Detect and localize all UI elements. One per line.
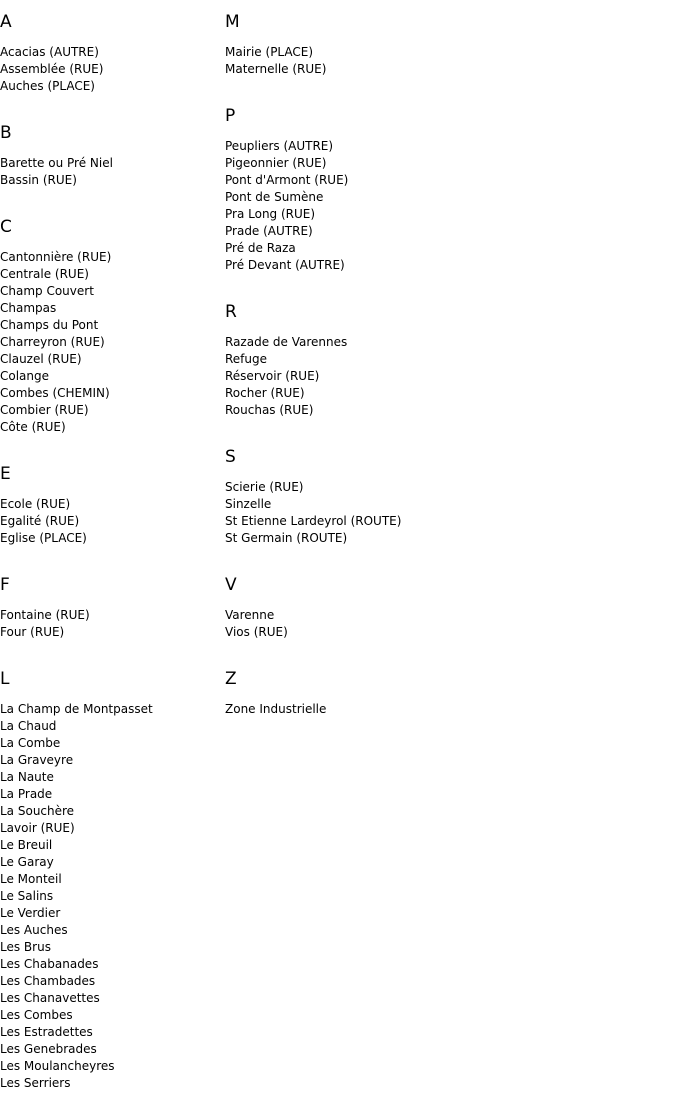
street-link-les-serriers[interactable]: Les Serriers [0, 1076, 71, 1090]
letter-section-p [225, 104, 665, 274]
street-link-la-graveyre[interactable]: La Graveyre [0, 753, 74, 767]
street-link-les-chambades[interactable]: Les Chambades [0, 974, 96, 988]
street-list [0, 249, 220, 436]
street-link-la-chaud[interactable]: La Chaud [0, 719, 57, 733]
street-index-right-column [225, 10, 665, 744]
street-list [0, 155, 220, 189]
street-link-les-combes[interactable]: Les Combes [0, 1008, 73, 1022]
letter-heading: Z [225, 669, 237, 689]
street-link-lavoir-rue[interactable]: Lavoir (RUE) [0, 821, 75, 835]
street-link-charreyron-rue[interactable]: Charreyron (RUE) [0, 335, 105, 349]
street-link-le-garay[interactable]: Le Garay [0, 855, 54, 869]
street-link-pont-d-armont-rue[interactable]: Pont d'Armont (RUE) [225, 173, 349, 187]
letter-section-r [225, 300, 665, 419]
street-list [225, 334, 665, 419]
letter-heading: E [0, 464, 11, 484]
street-link-st-etienne-lardeyrol-route[interactable]: St Etienne Lardeyrol (ROUTE) [225, 514, 402, 528]
street-link-bassin-rue[interactable]: Bassin (RUE) [0, 173, 77, 187]
street-link-egalite-rue[interactable]: Egalité (RUE) [0, 514, 80, 528]
street-list [225, 479, 665, 547]
street-list [0, 496, 220, 547]
street-link-le-monteil[interactable]: Le Monteil [0, 872, 62, 886]
street-link-colange[interactable]: Colange [0, 369, 50, 383]
letter-section-m [225, 10, 665, 78]
street-link-pre-devant-autre[interactable]: Pré Devant (AUTRE) [225, 258, 345, 272]
letter-heading: S [225, 447, 236, 467]
letter-heading: L [0, 669, 10, 689]
street-link-combier-rue[interactable]: Combier (RUE) [0, 403, 89, 417]
street-link-maternelle-rue[interactable]: Maternelle (RUE) [225, 62, 327, 76]
street-link-la-prade[interactable]: La Prade [0, 787, 53, 801]
street-list [225, 44, 665, 78]
street-link-pre-de-raza[interactable]: Pré de Raza [225, 241, 296, 255]
letter-section-c [0, 215, 220, 436]
street-link-champs-du-pont[interactable]: Champs du Pont [0, 318, 99, 332]
letter-section-f [0, 573, 220, 641]
street-link-le-verdier[interactable]: Le Verdier [0, 906, 61, 920]
letter-section-z [225, 667, 665, 718]
street-link-combes-chemin[interactable]: Combes (CHEMIN) [0, 386, 110, 400]
street-link-peupliers-autre[interactable]: Peupliers (AUTRE) [225, 139, 334, 153]
street-link-les-brus[interactable]: Les Brus [0, 940, 51, 954]
letter-heading: B [0, 123, 12, 143]
letter-heading: P [225, 106, 236, 126]
street-link-la-champ-de-montpasset[interactable]: La Champ de Montpasset [0, 702, 153, 716]
street-list [225, 138, 665, 274]
street-link-rocher-rue[interactable]: Rocher (RUE) [225, 386, 305, 400]
street-link-varenne[interactable]: Varenne [225, 608, 275, 622]
street-link-la-naute[interactable]: La Naute [0, 770, 54, 784]
street-link-les-estradettes[interactable]: Les Estradettes [0, 1025, 93, 1039]
street-link-auches-place[interactable]: Auches (PLACE) [0, 79, 95, 93]
letter-heading: A [0, 12, 12, 32]
street-link-champas[interactable]: Champas [0, 301, 57, 315]
street-link-cantonniere-rue[interactable]: Cantonnière (RUE) [0, 250, 112, 264]
street-link-le-salins[interactable]: Le Salins [0, 889, 54, 903]
street-link-acacias-autre[interactable]: Acacias (AUTRE) [0, 45, 99, 59]
street-link-champ-couvert[interactable]: Champ Couvert [0, 284, 94, 298]
letter-heading: R [225, 302, 237, 322]
street-link-cote-rue[interactable]: Côte (RUE) [0, 420, 66, 434]
street-link-four-rue[interactable]: Four (RUE) [0, 625, 65, 639]
street-link-pra-long-rue[interactable]: Pra Long (RUE) [225, 207, 316, 221]
street-list [0, 701, 220, 1092]
street-link-reservoir-rue[interactable]: Réservoir (RUE) [225, 369, 320, 383]
street-link-clauzel-rue[interactable]: Clauzel (RUE) [0, 352, 82, 366]
street-link-prade-autre[interactable]: Prade (AUTRE) [225, 224, 313, 238]
letter-section-b [0, 121, 220, 189]
letter-section-v [225, 573, 665, 641]
street-link-les-auches[interactable]: Les Auches [0, 923, 68, 937]
street-link-st-germain-route[interactable]: St Germain (ROUTE) [225, 531, 348, 545]
street-link-les-chabanades[interactable]: Les Chabanades [0, 957, 99, 971]
street-link-les-genebrades[interactable]: Les Genebrades [0, 1042, 97, 1056]
street-link-pont-de-sumene[interactable]: Pont de Sumène [225, 190, 324, 204]
street-link-vios-rue[interactable]: Vios (RUE) [225, 625, 288, 639]
street-link-ecole-rue[interactable]: Ecole (RUE) [0, 497, 71, 511]
street-link-pigeonnier-rue[interactable]: Pigeonnier (RUE) [225, 156, 327, 170]
letter-heading: V [225, 575, 237, 595]
letter-section-a [0, 10, 220, 95]
street-link-rouchas-rue[interactable]: Rouchas (RUE) [225, 403, 314, 417]
street-list [225, 701, 665, 718]
letter-section-s [225, 445, 665, 547]
street-link-zone-industrielle[interactable]: Zone Industrielle [225, 702, 327, 716]
letter-section-e [0, 462, 220, 547]
street-link-assemblee-rue[interactable]: Assemblée (RUE) [0, 62, 104, 76]
street-link-sinzelle[interactable]: Sinzelle [225, 497, 272, 511]
street-link-razade-de-varennes[interactable]: Razade de Varennes [225, 335, 348, 349]
street-link-la-combe[interactable]: La Combe [0, 736, 61, 750]
street-link-barette-ou-pre-niel[interactable]: Barette ou Pré Niel [0, 156, 113, 170]
street-list [225, 607, 665, 641]
letter-heading: M [225, 12, 240, 32]
street-link-mairie-place[interactable]: Mairie (PLACE) [225, 45, 314, 59]
letter-section-l [0, 667, 220, 1092]
street-link-eglise-place[interactable]: Eglise (PLACE) [0, 531, 87, 545]
street-link-la-souchere[interactable]: La Souchère [0, 804, 75, 818]
letter-heading: C [0, 217, 12, 237]
street-link-centrale-rue[interactable]: Centrale (RUE) [0, 267, 89, 281]
street-link-scierie-rue[interactable]: Scierie (RUE) [225, 480, 304, 494]
street-list [0, 44, 220, 95]
street-link-fontaine-rue[interactable]: Fontaine (RUE) [0, 608, 90, 622]
street-link-refuge[interactable]: Refuge [225, 352, 268, 366]
street-link-les-moulancheyres[interactable]: Les Moulancheyres [0, 1059, 115, 1073]
street-index-left-column [0, 10, 220, 1118]
letter-heading: F [0, 575, 10, 595]
street-link-le-breuil[interactable]: Le Breuil [0, 838, 53, 852]
street-list [0, 607, 220, 641]
street-link-les-chanavettes[interactable]: Les Chanavettes [0, 991, 100, 1005]
